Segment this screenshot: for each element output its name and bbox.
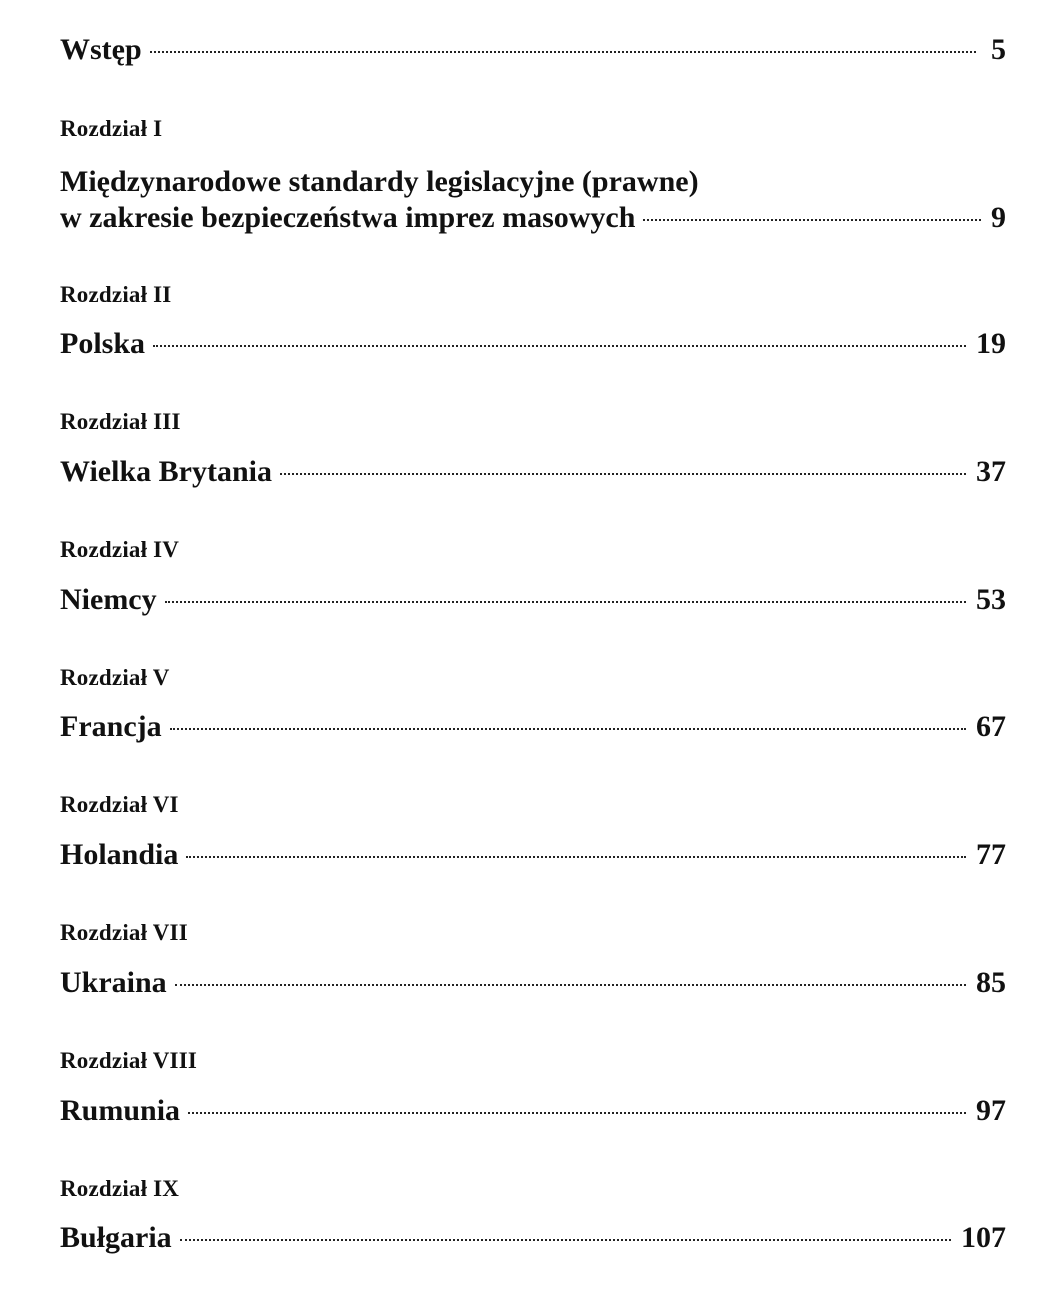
toc-entry-chapter-2 (60, 326, 1006, 362)
dot-leader (643, 219, 981, 221)
chapter-label: Rozdział VII (60, 920, 188, 945)
chapter-label: Rozdział IX (60, 1176, 180, 1201)
chapter-label: Rozdział II (60, 282, 172, 307)
dot-leader (188, 1112, 966, 1114)
toc-page-number: 9 (991, 201, 1006, 234)
toc-entry-title: Rumunia (60, 1094, 181, 1127)
toc-page-number: 37 (976, 455, 1006, 488)
toc-entry-title: Niemcy (60, 583, 157, 616)
dot-leader (186, 856, 966, 858)
dot-leader (180, 1239, 951, 1241)
toc-entry-title: Polska (60, 327, 146, 360)
toc-entry-chapter-3 (60, 454, 1006, 490)
toc-page-number: 5 (991, 33, 1006, 66)
toc-page-number: 19 (976, 327, 1006, 360)
toc-page-number: 85 (976, 966, 1006, 999)
chapter-label: Rozdział I (60, 116, 163, 141)
dot-leader (170, 728, 966, 730)
toc-entry-chapter-6 (60, 837, 1006, 873)
dot-leader (175, 984, 966, 986)
dot-leader (280, 473, 966, 475)
chapter-label: Rozdział VI (60, 792, 179, 817)
toc-entry-title: Francja (60, 710, 162, 743)
dot-leader (153, 345, 966, 347)
dot-leader (165, 601, 966, 603)
chapter-label: Rozdział III (60, 409, 181, 434)
toc-entry-title: Holandia (60, 838, 179, 871)
toc-entry-title-line2: w zakresie bezpieczeństwa imprez masowych (60, 201, 636, 234)
chapter-label: Rozdział V (60, 665, 170, 690)
toc-page-number: 107 (961, 1221, 1006, 1254)
toc-entry-chapter-7 (60, 965, 1006, 1001)
chapter-label: Rozdział IV (60, 537, 180, 562)
toc-entry-chapter-4 (60, 582, 1006, 618)
toc-entry-chapter-8 (60, 1093, 1006, 1129)
toc-entry-chapter-9 (60, 1220, 1006, 1256)
toc-page-number: 67 (976, 710, 1006, 743)
toc-entry-title: Wstęp (60, 33, 142, 66)
toc-entry-title: Bułgaria (60, 1221, 172, 1254)
toc-page-number: 53 (976, 583, 1006, 616)
toc-page-number: 97 (976, 1094, 1006, 1127)
toc-entry-title: Wielka Brytania (60, 455, 272, 488)
toc-entry-intro (60, 32, 1006, 68)
toc-entry-chapter-5 (60, 709, 1006, 745)
toc-page-number: 77 (976, 838, 1006, 871)
dot-leader (150, 51, 976, 53)
toc-entry-chapter-1 (60, 164, 1006, 236)
toc-entry-title-line1: Międzynarodowe standardy legislacyjne (prawne) (60, 165, 699, 198)
chapter-label: Rozdział VIII (60, 1048, 197, 1073)
toc-entry-title: Ukraina (60, 966, 167, 999)
